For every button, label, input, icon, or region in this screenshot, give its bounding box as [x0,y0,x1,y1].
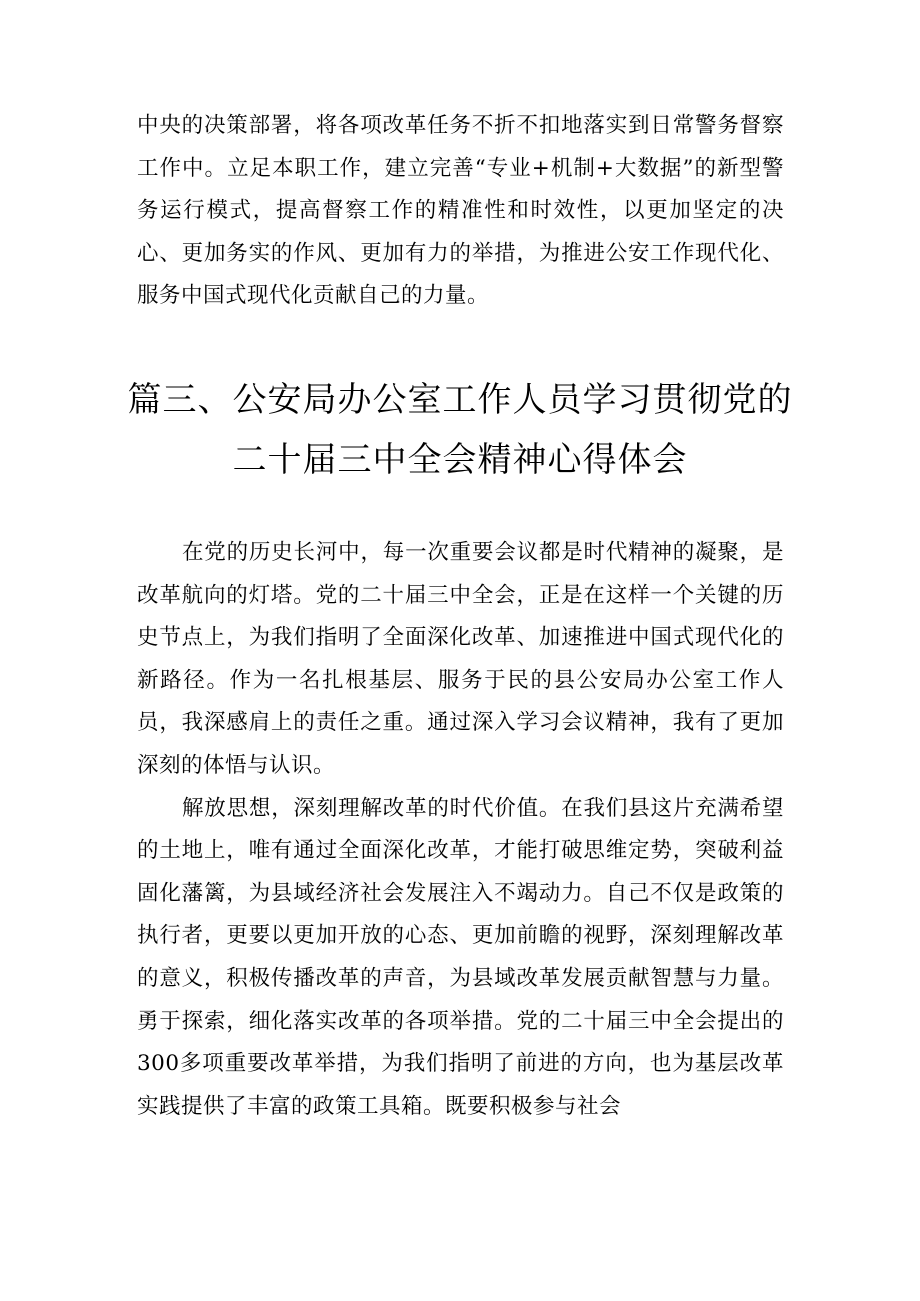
continuation-text-block [137,105,784,318]
section-title-line-2: 二十届三中全会精神心得体会 [232,440,688,480]
continuation-paragraph: 中央的决策部署，将各项改革任务不折不扣地落实到日常警务督察工作中。立足本职工作，建立完善“专业+机制+大数据”的新型警务运行模式，提高督察工作的精准性和时效性，以更加坚定的决心、更加务实的作风、更加有力的举措，为推进公安工作现代化、服务中国式现代化贡献自己的力量。 [137,113,784,309]
section-title-line-1: 篇三、公安局办公室工作人员学习贯彻党的 [127,380,793,420]
body-text-block [137,532,784,1128]
body-paragraph-2: 解放思想，深刻理解改革的时代价值。在我们县这片充满希望的土地上，唯有通过全面深化改革，才能打破思维定势，突破利益固化藩篱，为县域经济社会发展注入不竭动力。自己不仅是政策的执行者，更要以更加开放的心态、更加前瞻的视野，深刻理解改革的意义，积极传播改革的声音，为县域改革发展贡献智慧与力量。勇于探索，细化落实改革的各项举措。党的二十届三中全会提出的300多项重要改革举措，为我们指明了前进的方向，也为基层改革实践提供了丰富的政策工具箱。既要积极参与社会 [137,795,784,1119]
body-paragraph-1: 在党的历史长河中，每一次重要会议都是时代精神的凝聚，是改革航向的灯塔。党的二十届三中全会，正是在这样一个关键的历史节点上，为我们指明了全面深化改革、加速推进中国式现代化的新路径。作为一名扎根基层、服务于民的县公安局办公室工作人员，我深感肩上的责任之重。通过深入学习会议精神，我有了更加深刻的体悟与认识。 [137,540,784,778]
section-title [100,370,820,490]
